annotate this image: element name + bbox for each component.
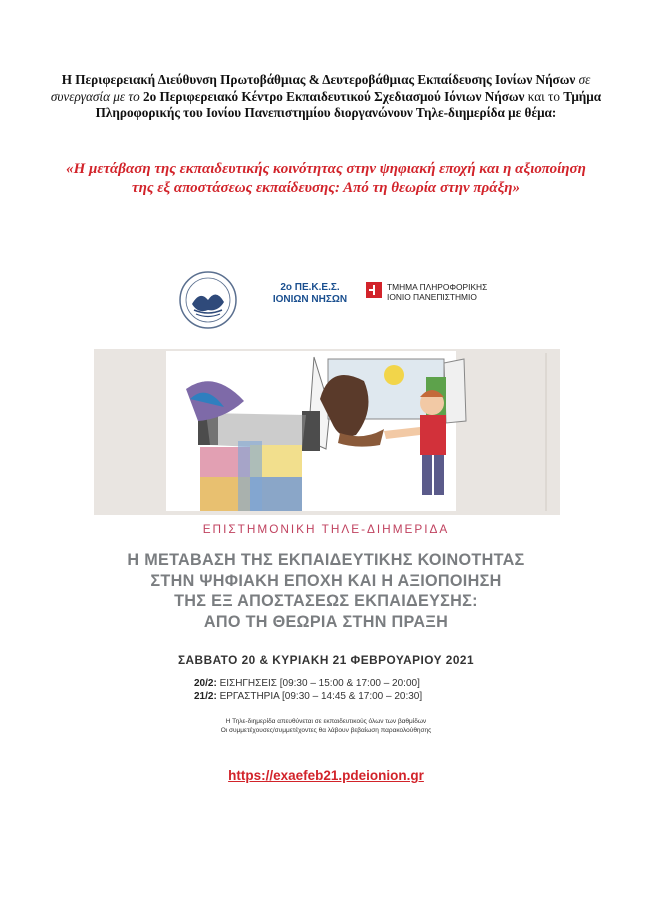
logos-row <box>0 270 652 340</box>
intro-paragraph <box>40 72 612 122</box>
regional-directorate-seal-icon <box>178 270 238 330</box>
pekes-logo-line1: 2ο ΠΕ.Κ.Ε.Σ. <box>280 282 340 293</box>
intro-connector-1: σε συνεργασία με το <box>50 72 591 104</box>
schedule-row <box>194 677 474 690</box>
informatics-line1: ΤΜΗΜΑ ΠΛΗΡΟΦΟΡΙΚΗΣ <box>387 282 488 292</box>
pekes-logo-line2: ΙΟΝΙΩΝ ΝΗΣΩΝ <box>272 294 348 305</box>
event-date: ΣΑΒΒΑΤΟ 20 & ΚΥΡΙΑΚΗ 21 ΦΕΒΡΟΥΑΡΙΟΥ 2021 <box>177 653 475 667</box>
schedule-text: ΕΡΓΑΣΤΗΡΙΑ [09:30 – 14:45 & 17:00 – 20:30] <box>216 691 423 702</box>
audience-note-line1: Η Τηλε-διημερίδα απευθύνεται σε εκπαιδευτικούς όλων των βαθμίδων <box>225 718 427 725</box>
event-website-link[interactable]: https://exaefeb21.pdeionion.gr <box>228 768 424 783</box>
event-subtitle: ΕΠΙΣΤΗΜΟΝΙΚΗ ΤΗΛΕ-ΔΙΗΜΕΡΙΔΑ <box>202 522 450 536</box>
pekes-logo <box>255 282 365 306</box>
schedule <box>194 677 474 703</box>
children-drawing-illustration <box>94 349 560 515</box>
event-title-line1: Η ΜΕΤΑΒΑΣΗ ΤΗΣ ΕΚΠΑΙΔΕΥΤΙΚΗΣ ΚΟΙΝΟΤΗΤΑΣ <box>127 551 525 569</box>
intro-partner-1: 2ο Περιφερειακό Κέντρο Εκπαιδευτικού Σχεδιασμού Ιόνιων Νήσων <box>143 88 525 104</box>
intro-partner-2: Τμήμα Πληροφορικής του Ιονίου Πανεπιστημίου διοργανώνουν Τηλε-διημερίδα με θέμα: <box>95 88 602 120</box>
event-title-line3: ΤΗΣ ΕΞ ΑΠΟΣΤΑΣΕΩΣ ΕΚΠΑΙΔΕΥΣΗΣ: <box>174 592 478 610</box>
event-title-line2: ΣΤΗΝ ΨΗΦΙΑΚΗ ΕΠΟΧΗ ΚΑΙ Η ΑΞΙΟΠΟΙΗΣΗ <box>150 571 502 590</box>
schedule-text: ΕΙΣΗΓΗΣΕΙΣ [09:30 – 15:00 & 17:00 – 20:00] <box>216 678 420 689</box>
event-title <box>60 550 592 632</box>
schedule-row <box>194 690 474 703</box>
intro-organizer: Η Περιφερειακή Διεύθυνση Πρωτοβάθμιας & Δευτεροβάθμιας Εκπαίδευσης Ιονίων Νήσων <box>61 72 576 87</box>
informatics-department-text <box>387 282 487 302</box>
intro-connector-2: και το <box>524 88 564 104</box>
audience-note-line2: Οι συμμετέχουσες/συμμετέχοντες θα λάβουν βεβαίωση παρακολούθησης <box>220 727 432 734</box>
event-title-line4: ΑΠΟ ΤΗ ΘΕΩΡΙΑ ΣΤΗΝ ΠΡΑΞΗ <box>203 612 449 631</box>
schedule-day: 21/2: <box>194 691 217 702</box>
informatics-line2: ΙΟΝΙΟ ΠΑΝΕΠΙΣΤΗΜΙΟ <box>387 292 477 302</box>
schedule-day: 20/2: <box>194 678 217 689</box>
audience-note <box>0 717 652 735</box>
theme-quote: «Η μετάβαση της εκπαιδευτικής κοινότητας στην ψηφιακή εποχή και η αξιοποίηση της εξ αποστάσεως εκπαίδευσης: Από τη θεωρία στην πράξη» <box>66 161 586 196</box>
ionian-university-mark-icon <box>366 282 382 298</box>
